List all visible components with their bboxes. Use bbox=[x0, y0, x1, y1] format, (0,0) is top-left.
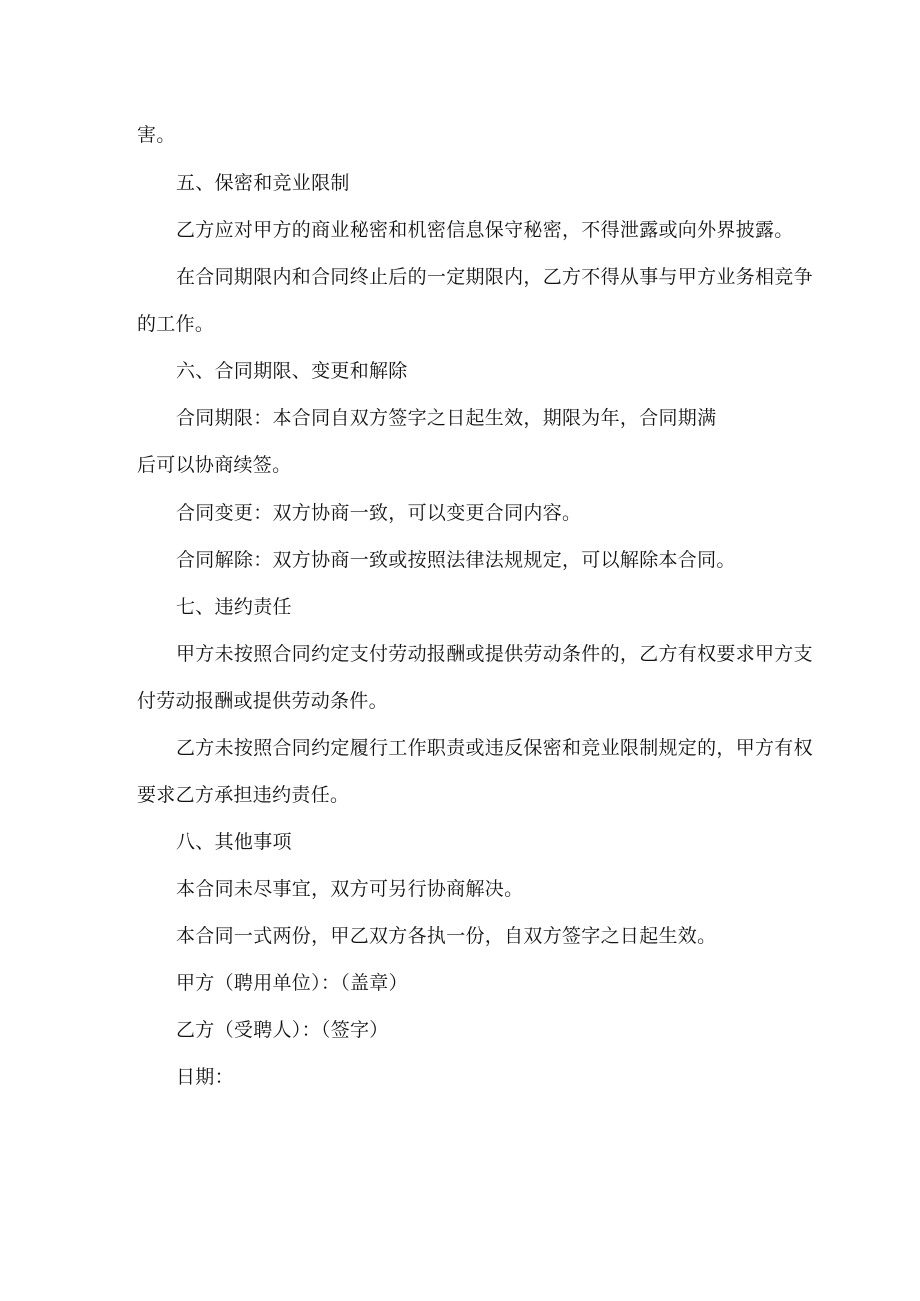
body-paragraph: 乙方应对甲方的商业秘密和机密信息保守秘密，不得泄露或向外界披露。 bbox=[176, 219, 794, 241]
body-paragraph: 本合同未尽事宜，双方可另行协商解决。 bbox=[176, 878, 524, 900]
body-text-continuation: 要求乙方承担违约责任。 bbox=[137, 784, 350, 806]
date-line: 日期： bbox=[176, 1066, 234, 1088]
body-paragraph: 合同期限：本合同自双方签字之日起生效，期限为年，合同期满 bbox=[176, 407, 717, 429]
body-paragraph: 本合同一式两份，甲乙双方各执一份，自双方签字之日起生效。 bbox=[176, 925, 717, 947]
body-text-continuation: 害。 bbox=[137, 124, 176, 146]
body-paragraph: 合同变更：双方协商一致，可以变更合同内容。 bbox=[176, 502, 582, 524]
body-paragraph: 乙方未按照合同约定履行工作职责或违反保密和竞业限制规定的，甲方有权 bbox=[176, 737, 813, 759]
section-heading-term: 六、合同期限、变更和解除 bbox=[176, 360, 408, 382]
body-text-continuation: 付劳动报酬或提供劳动条件。 bbox=[137, 690, 388, 712]
body-paragraph: 在合同期限内和合同终止后的一定期限内，乙方不得从事与甲方业务相竞争 bbox=[176, 266, 813, 288]
section-heading-other: 八、其他事项 bbox=[176, 831, 292, 853]
signature-line-party-b: 乙方（受聘人）：（签字） bbox=[176, 1019, 389, 1041]
section-heading-breach: 七、违约责任 bbox=[176, 596, 292, 618]
body-paragraph: 合同解除：双方协商一致或按照法律法规规定，可以解除本合同。 bbox=[176, 549, 736, 571]
body-paragraph: 甲方未按照合同约定支付劳动报酬或提供劳动条件的，乙方有权要求甲方支 bbox=[176, 643, 813, 665]
body-text-continuation: 后可以协商续签。 bbox=[137, 454, 292, 476]
body-text-continuation: 的工作。 bbox=[137, 313, 215, 335]
signature-line-party-a: 甲方（聘用单位）：（盖章） bbox=[176, 972, 408, 994]
section-heading-confidentiality: 五、保密和竞业限制 bbox=[176, 172, 350, 194]
